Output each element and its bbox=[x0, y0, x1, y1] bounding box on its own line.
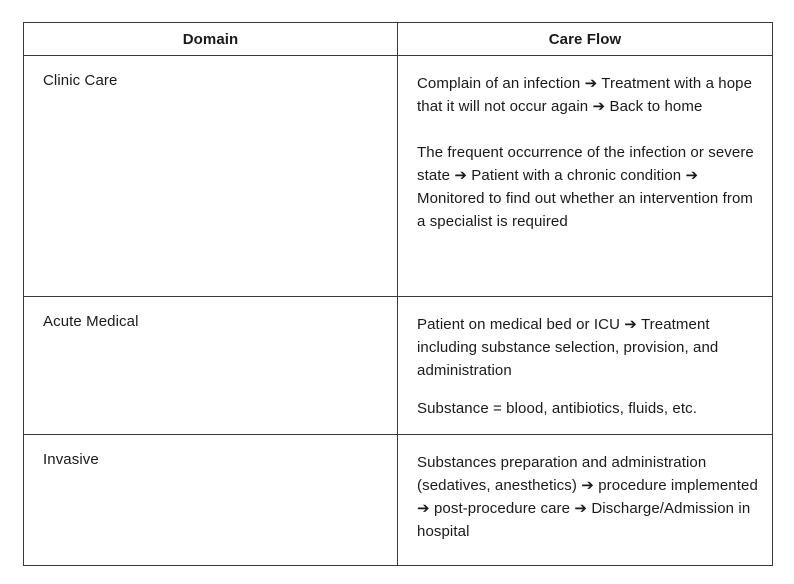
flow-step: Discharge/Admission in hospital bbox=[417, 500, 751, 540]
arrow-right-icon: ➔ bbox=[454, 167, 467, 184]
flow-step: Treatment including substance selection, provision, and administration bbox=[417, 316, 719, 379]
table-row-clinic-care bbox=[24, 56, 773, 297]
care-flow-cell bbox=[398, 56, 773, 297]
flow-step: post-procedure care bbox=[433, 500, 571, 517]
flow-step: Patient on medical bed or ICU bbox=[417, 316, 621, 333]
care-flow-cell bbox=[398, 297, 773, 435]
care-flow-table bbox=[23, 22, 773, 566]
arrow-right-icon: ➔ bbox=[685, 167, 699, 184]
header-care-flow: Care Flow bbox=[398, 23, 773, 56]
care-flow-paragraph bbox=[417, 397, 762, 420]
flow-step: Treatment with a hope that it will not occur again bbox=[417, 75, 753, 115]
table-row-acute-medical bbox=[24, 297, 773, 435]
domain-cell: Clinic Care bbox=[24, 56, 398, 297]
arrow-right-icon: ➔ bbox=[592, 98, 606, 115]
header-domain: Domain bbox=[24, 23, 398, 56]
arrow-right-icon: ➔ bbox=[584, 75, 598, 92]
table-header-row bbox=[24, 23, 773, 56]
flow-step: Patient with a chronic condition bbox=[471, 167, 682, 184]
flow-step: Complain of an infection bbox=[417, 75, 581, 92]
care-flow-paragraph bbox=[417, 141, 762, 233]
care-flow-paragraph bbox=[417, 451, 762, 543]
flow-step: Monitored to find out whether an intervention from a specialist is required bbox=[417, 190, 754, 230]
arrow-right-icon: ➔ bbox=[417, 500, 430, 517]
flow-step: Substances preparation and administration (sedatives, anesthetics) bbox=[417, 454, 707, 494]
domain-cell: Acute Medical bbox=[24, 297, 398, 435]
care-flow-cell bbox=[398, 435, 773, 566]
flow-step: Back to home bbox=[609, 98, 703, 115]
domain-cell: Invasive bbox=[24, 435, 398, 566]
flow-step: procedure implemented bbox=[598, 477, 758, 494]
table-row-invasive bbox=[24, 435, 773, 566]
arrow-right-icon: ➔ bbox=[581, 477, 594, 494]
care-flow-paragraph bbox=[417, 72, 762, 118]
flow-step: Substance = blood, antibiotics, fluids, etc. bbox=[417, 400, 697, 417]
care-flow-paragraph bbox=[417, 313, 762, 382]
arrow-right-icon: ➔ bbox=[574, 500, 588, 517]
arrow-right-icon: ➔ bbox=[624, 316, 637, 333]
flow-step: The frequent occurrence of the infection or severe state bbox=[417, 144, 754, 184]
